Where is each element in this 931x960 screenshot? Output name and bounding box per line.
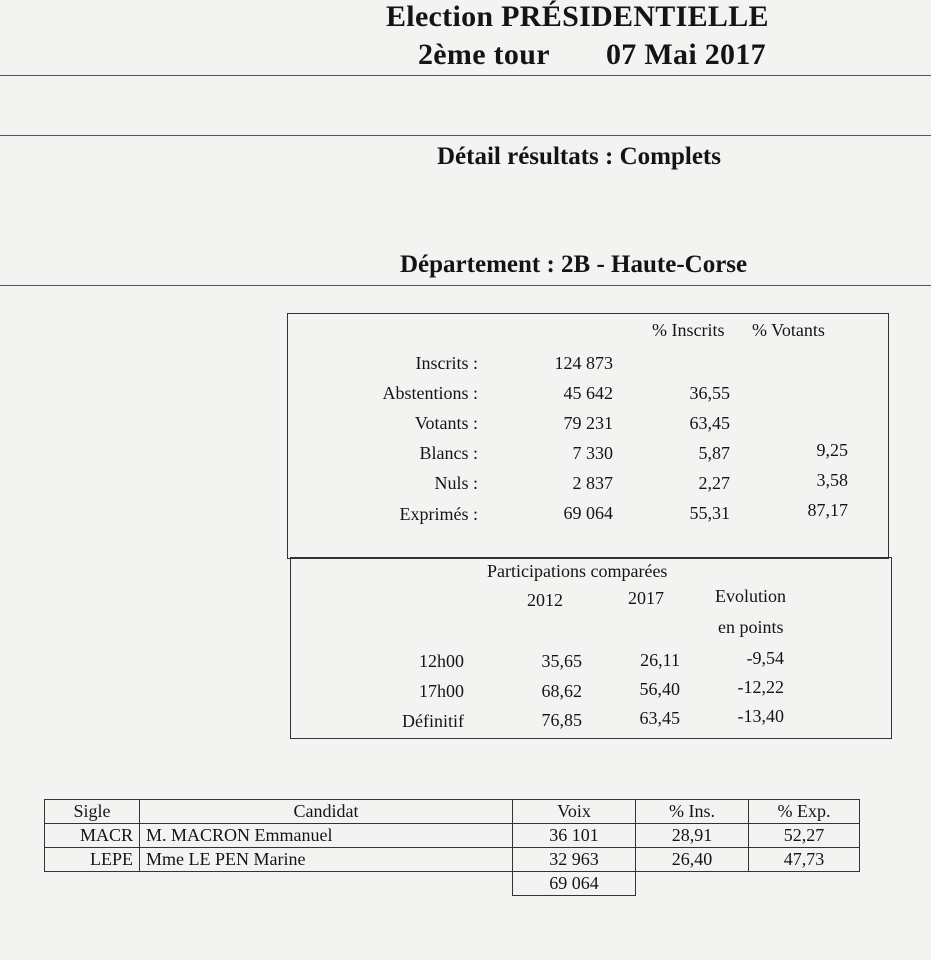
empty-cell — [45, 872, 140, 896]
stats-value: 79 231 — [563, 413, 613, 433]
candidate-pct-exp: 47,73 — [749, 848, 860, 872]
candidates-total-row — [45, 872, 860, 896]
stats-pct-votants: 87,17 — [807, 500, 848, 520]
participation-label: 12h00 — [419, 651, 464, 671]
participation-2012: 76,85 — [541, 710, 582, 730]
stats-value: 7 330 — [572, 443, 613, 463]
col-header-2012: 2012 — [527, 590, 563, 610]
divider-2 — [0, 135, 931, 136]
participation-evolution: -13,40 — [737, 706, 784, 726]
page-title: Election PRÉSIDENTIELLE — [386, 0, 769, 33]
candidate-voix: 36 101 — [513, 824, 636, 848]
detail-heading: Détail résultats : Complets — [437, 143, 721, 170]
header-sigle: Sigle — [45, 800, 140, 824]
col-header-pct-inscrits: % Inscrits — [652, 320, 725, 340]
divider-3 — [0, 285, 931, 286]
header-pct-exp: % Exp. — [749, 800, 860, 824]
candidate-row — [45, 848, 860, 872]
participation-label: Définitif — [402, 711, 464, 731]
candidate-row — [45, 824, 860, 848]
col-header-evolution: Evolution — [715, 586, 786, 606]
participation-2017: 63,45 — [639, 708, 680, 728]
header-voix: Voix — [513, 800, 636, 824]
stats-pct-inscrits: 36,55 — [689, 383, 730, 403]
col-header-en-points: en points — [718, 617, 784, 637]
participation-evolution: -12,22 — [737, 677, 784, 697]
header-pct-ins: % Ins. — [636, 800, 749, 824]
participation-title: Participations comparées — [487, 561, 668, 581]
empty-cell — [140, 872, 513, 896]
candidates-header-row — [45, 800, 860, 824]
col-header-pct-votants: % Votants — [752, 320, 825, 340]
stats-pct-inscrits: 55,31 — [689, 503, 730, 523]
stats-value: 69 064 — [563, 503, 613, 523]
participation-evolution: -9,54 — [746, 648, 784, 668]
election-date: 07 Mai 2017 — [606, 38, 766, 71]
candidate-name: M. MACRON Emmanuel — [140, 824, 513, 848]
candidate-sigle: LEPE — [45, 848, 140, 872]
candidate-pct-exp: 52,27 — [749, 824, 860, 848]
stats-label: Votants : — [414, 413, 478, 433]
participation-2012: 68,62 — [541, 681, 582, 701]
candidate-voix: 32 963 — [513, 848, 636, 872]
stats-value: 124 873 — [554, 353, 613, 373]
department-heading: Département : 2B - Haute-Corse — [400, 251, 748, 278]
stats-value: 45 642 — [563, 383, 613, 403]
stats-pct-inscrits: 63,45 — [689, 413, 730, 433]
candidate-name: Mme LE PEN Marine — [140, 848, 513, 872]
stats-pct-inscrits: 2,27 — [698, 473, 730, 493]
stats-label: Abstentions : — [382, 383, 478, 403]
candidate-sigle: MACR — [45, 824, 140, 848]
divider-1 — [0, 75, 931, 76]
stats-label: Exprimés : — [399, 504, 478, 524]
participation-2012: 35,65 — [541, 651, 582, 671]
stats-pct-votants: 9,25 — [816, 440, 848, 460]
candidate-pct-ins: 26,40 — [636, 848, 749, 872]
stats-label: Blancs : — [419, 443, 478, 463]
empty-cell — [636, 872, 749, 896]
stats-value: 2 837 — [572, 473, 613, 493]
header-candidat: Candidat — [140, 800, 513, 824]
participation-2017: 26,11 — [640, 650, 680, 670]
participation-label: 17h00 — [419, 681, 464, 701]
empty-cell — [749, 872, 860, 896]
stats-label: Inscrits : — [415, 353, 478, 373]
stats-pct-inscrits: 5,87 — [698, 443, 730, 463]
col-header-2017: 2017 — [628, 588, 664, 608]
stats-pct-votants: 3,58 — [816, 470, 848, 490]
candidate-pct-ins: 28,91 — [636, 824, 749, 848]
candidates-table — [44, 799, 860, 896]
stats-label: Nuls : — [434, 473, 478, 493]
participation-2017: 56,40 — [639, 679, 680, 699]
total-voix: 69 064 — [513, 872, 636, 896]
round-label: 2ème tour — [418, 38, 550, 71]
